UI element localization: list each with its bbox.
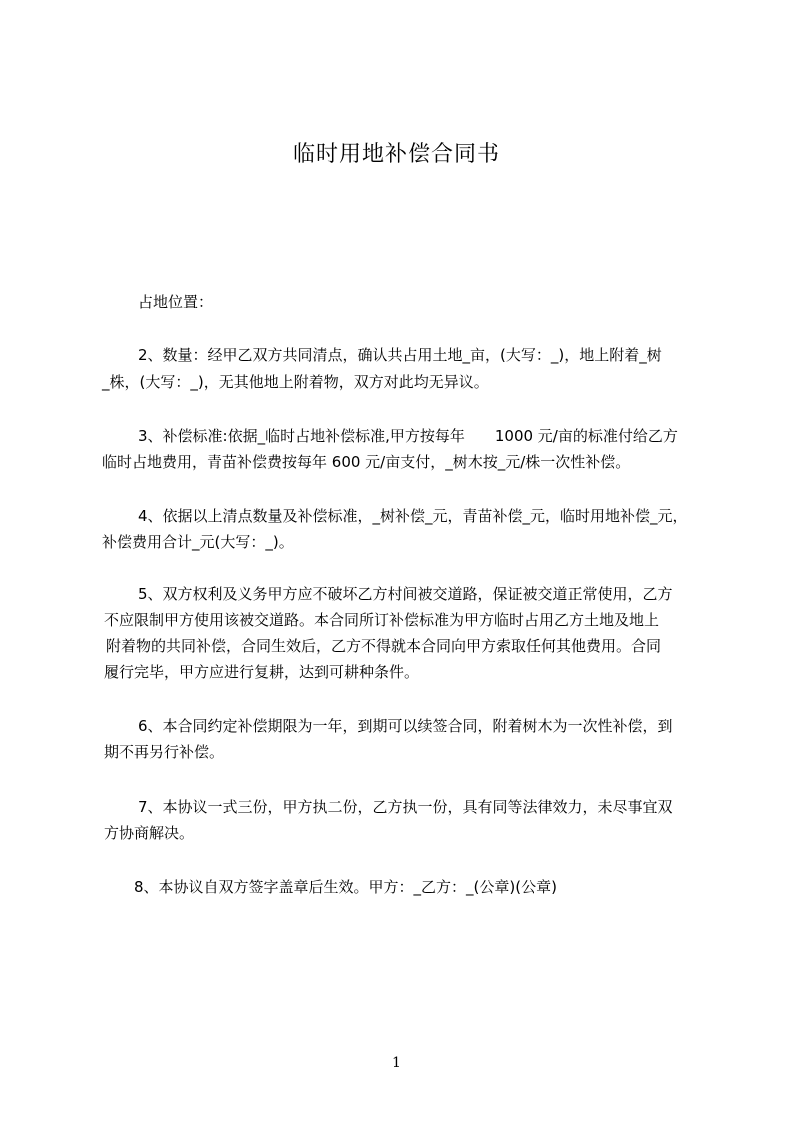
text-line: _株，(大写：_)，无其他地上附着物，双方对此均无异议。: [102, 373, 489, 391]
text-line: 占地位置：: [138, 293, 214, 311]
text-line: 5、双方权利及义务甲方应不破坏乙方村间被交道路，保证被交道正常使用，乙方: [138, 585, 673, 603]
text-line: 履行完毕，甲方应进行复耕，达到可耕种条件。: [104, 663, 420, 681]
text-line: 附着物的共同补偿，合同生效后，乙方不得就本合同向甲方索取任何其他费用。合同: [106, 637, 662, 655]
text-line: 方协商解决。: [104, 824, 195, 842]
text-line: 3、补偿标准:依据_临时占地补偿标准,甲方按每年 1000 元/亩的标准付给乙方: [138, 427, 678, 445]
text-line: 临时占地费用，青苗补偿费按每年 600 元/亩支付，_树木按_元/株一次性补偿。: [102, 453, 631, 471]
text-line: 不应限制甲方使用该被交道路。本合同所订补偿标准为甲方临时占用乙方土地及地上: [104, 611, 660, 629]
document-title: 临时用地补偿合同书: [292, 142, 500, 167]
text-line: 2、数量：经甲乙双方共同清点，确认共占用土地_亩，(大写：_)，地上附着_树: [138, 346, 662, 364]
text-line: 7、本协议一式三份，甲方执二份，乙方执一份，具有同等法律效力，未尽事宜双: [138, 798, 673, 816]
text-line: 4、依据以上清点数量及补偿标准，_树补偿_元，青苗补偿_元，临时用地补偿_元，: [138, 507, 688, 525]
page-number: 1: [392, 1055, 401, 1071]
text-line: 期不再另行补偿。: [104, 743, 225, 761]
text-line: 8、本协议自双方签字盖章后生效。甲方：_乙方：_(公章)(公章): [134, 878, 557, 896]
text-line: 补偿费用合计_元(大写：_)。: [102, 533, 294, 551]
text-line: 6、本合同约定补偿期限为一年，到期可以续签合同，附着树木为一次性补偿，到: [138, 717, 673, 735]
